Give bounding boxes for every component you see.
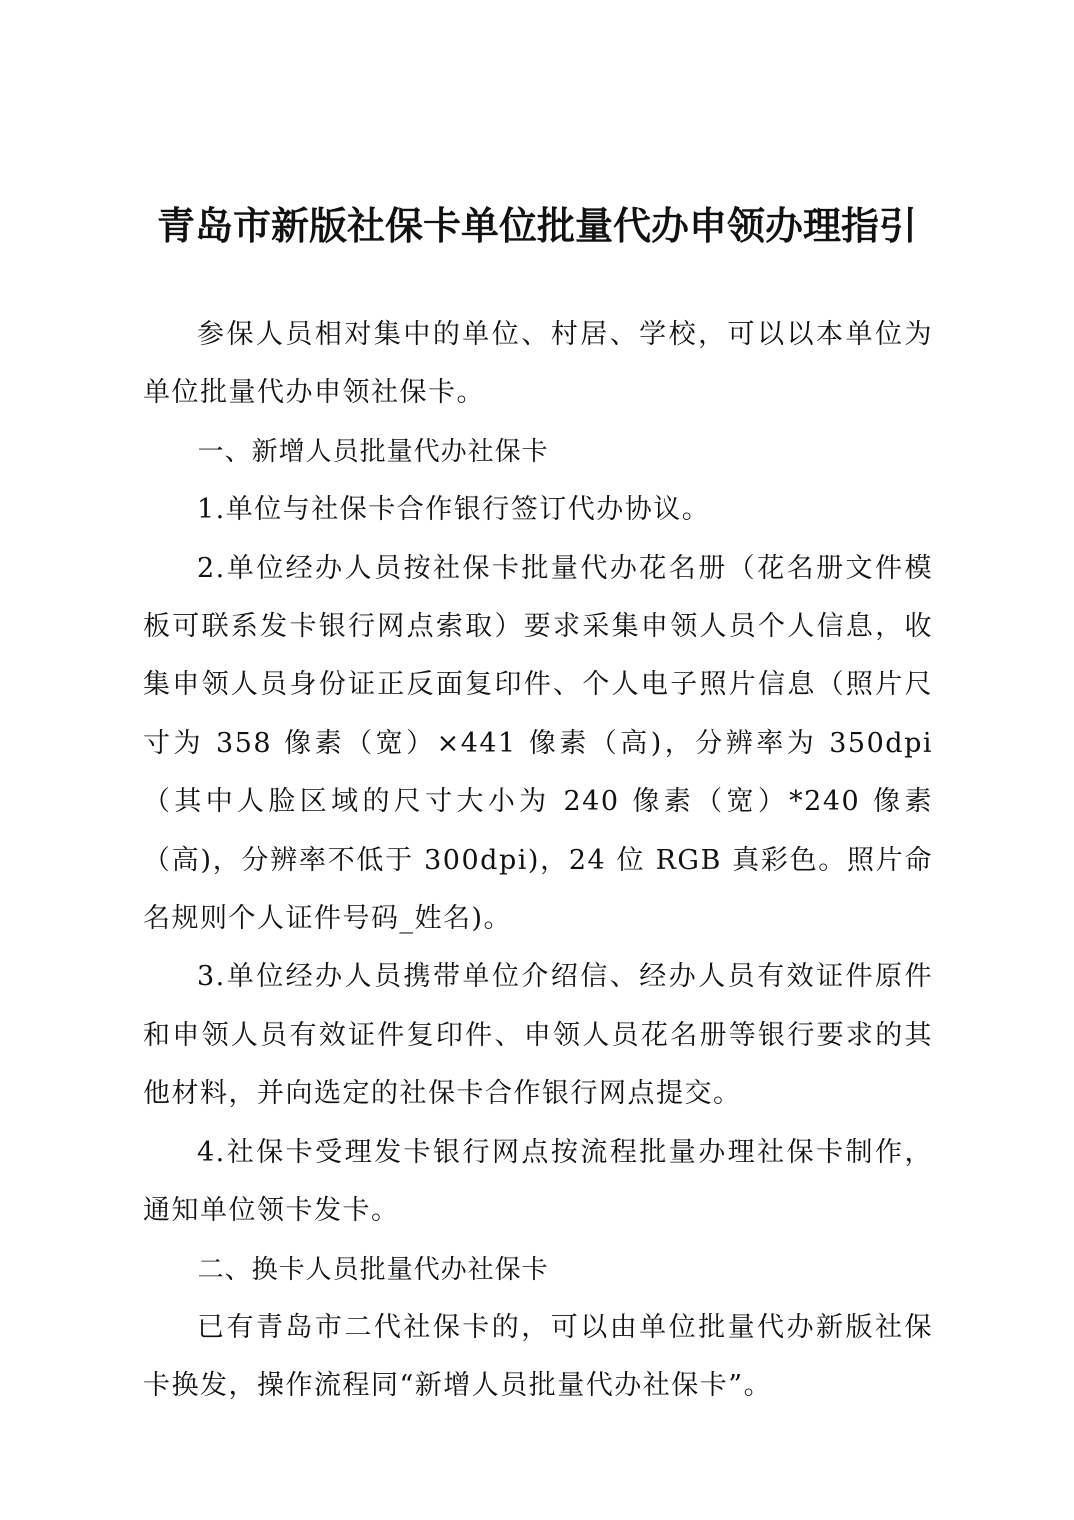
section-1-item-4: 4.社保卡受理发卡银行网点按流程批量办理社保卡制作，通知单位领卡发卡。 <box>143 1136 933 1227</box>
document-body <box>143 306 933 1416</box>
section-1-item-1: 1.单位与社保卡合作银行签订代办协议。 <box>197 494 711 526</box>
section-1-item-3: 3.单位经办人员携带单位介绍信、经办人员有效证件原件和申领人员有效证件复印件、申领人员花名册等银行要求的其他材料，并向选定的社保卡合作银行网点提交。 <box>143 961 933 1110</box>
section-2-paragraph: 已有青岛市二代社保卡的，可以由单位批量代办新版社保卡换发，操作流程同“新增人员批量代办社保卡”。 <box>143 1311 933 1402</box>
section-2-heading: 二、换卡人员批量代办社保卡 <box>197 1254 549 1285</box>
intro-paragraph: 参保人员相对集中的单位、村居、学校，可以以本单位为单位批量代办申领社保卡。 <box>143 319 933 409</box>
section-1-item-2: 2.单位经办人员按社保卡批量代办花名册（花名册文件模板可联系发卡银行网点索取）要求采集申领人员个人信息，收集申领人员身份证正反面复印件、个人电子照片信息（照片尺寸为 358 像素（宽）×441 像素（高)，分辨率为 350dpi（其中人脸区域的尺寸大小为 240 像素（宽）*240 像素（高)，分辨率不低于 300dpi)，24 位 RGB 真彩色。照片命名规则个人证件号码_姓名)。 <box>143 552 933 935</box>
section-1-heading: 一、新增人员批量代办社保卡 <box>197 436 549 467</box>
document-title: 青岛市新版社保卡单位批量代办申领办理指引 <box>156 204 917 248</box>
